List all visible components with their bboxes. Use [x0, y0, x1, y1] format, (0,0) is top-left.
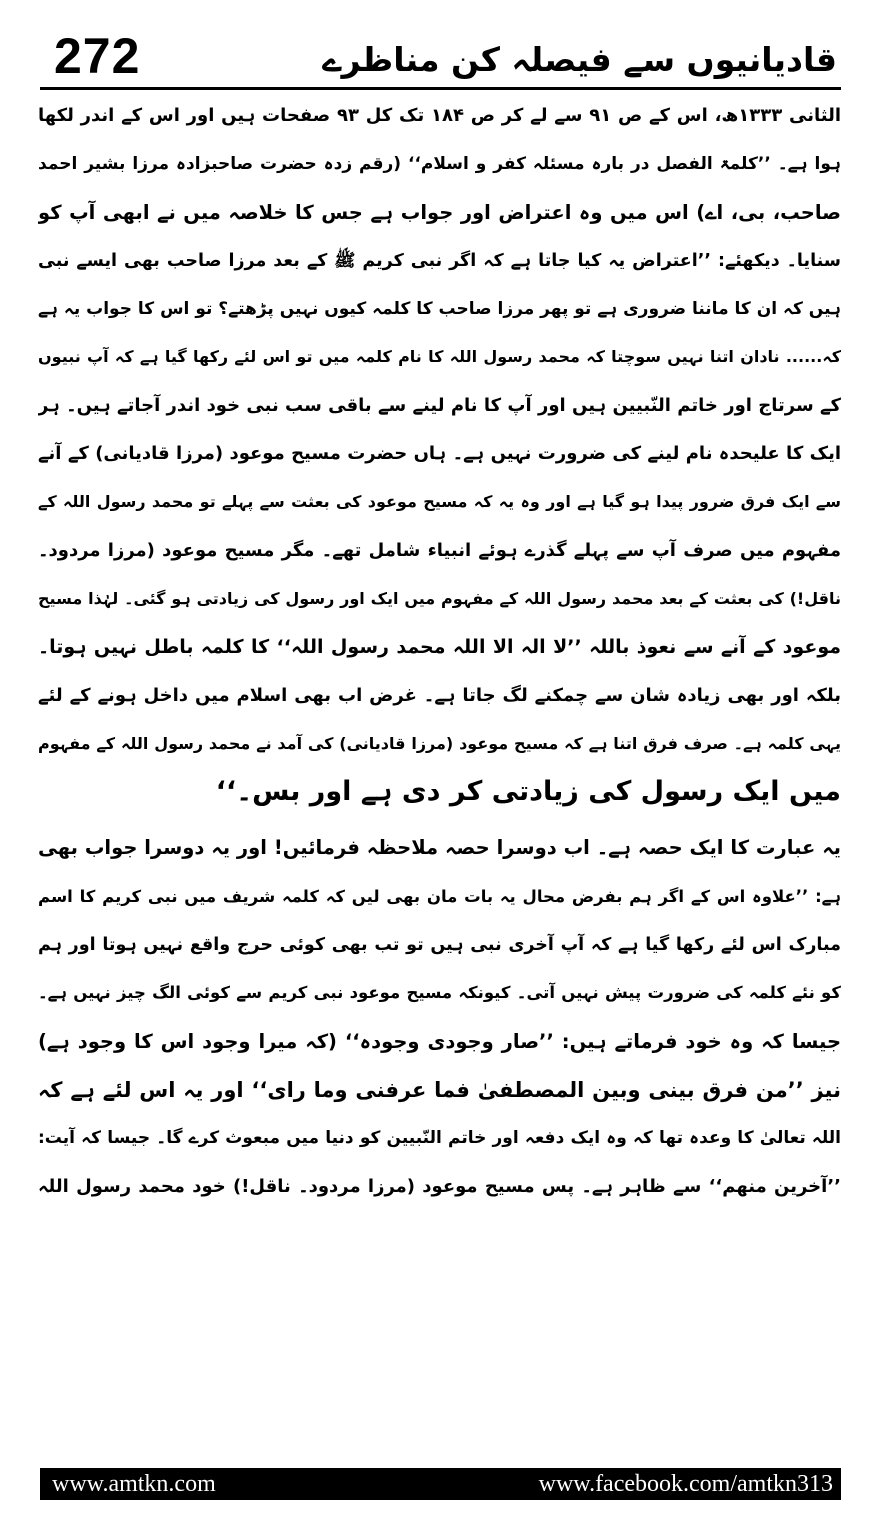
body-text — [38, 92, 841, 1211]
text-line: مفہوم میں صرف آپ سے پہلے گذرے ہوئے انبیاء شامل تھے۔ مگر مسیح موعود (مرزا مردود۔ — [38, 539, 841, 561]
text-line: مبارک اس لئے رکھا گیا ہے کہ آپ آخری نبی ہیں تو تب بھی کوئی حرج واقع نہیں ہوتا اور ہم — [38, 935, 841, 956]
text-line: ناقل!) کی بعثت کے بعد محمد رسول اللہ کے مفہوم میں ایک اور رسول کی زیادتی ہو گئی۔ لہٰذا مسیح — [38, 588, 841, 608]
text-line: کو نئے کلمہ کی ضرورت پیش نہیں آتی۔ کیونکہ مسیح موعود نبی کریم سے کوئی الگ چیز نہیں ہے۔ — [38, 983, 841, 1003]
page-header — [40, 18, 841, 88]
text-line: جیسا کہ وہ خود فرماتے ہیں: ’’صار وجودی وجودہ‘‘ (کہ میرا وجود اس کا وجود ہے) — [38, 1029, 841, 1053]
text-line: ہوا ہے۔ ’’کلمۃ الفصل در بارہ مسئلہ کفر و اسلام‘‘ (رقم زدہ حضرت صاحبزادہ مرزا بشیر احمد — [38, 154, 841, 175]
text-line: نیز ’’من فرق بینی وبین المصطفیٰ فما عرفنی وما رای‘‘ اور یہ اس لئے ہے کہ — [38, 1077, 841, 1102]
page-number: 272 — [54, 28, 141, 84]
text-line: موعود کے آنے سے نعوذ باللہ ’’لا الہ الا اللہ محمد رسول اللہ‘‘ کا کلمہ باطل نہیں ہوتا۔ — [38, 636, 841, 659]
text-line: ہیں کہ ان کا ماننا ضروری ہے تو پھر مرزا صاحب کا کلمہ کیوں نہیں پڑھتے؟ تو اس کا جواب یہ ہے — [38, 299, 841, 320]
website-link[interactable]: www.amtkn.com — [52, 1471, 216, 1497]
text-line: سنایا۔ دیکھئے: ’’اعتراض یہ کیا جاتا ہے کہ اگر نبی کریم ﷺ کے بعد مرزا صاحب بھی ایسے نبی — [38, 250, 841, 271]
text-line: اللہ تعالیٰ کا وعدہ تھا کہ وہ ایک دفعہ اور خاتم النّبیین کو دنیا میں مبعوث کرے گا۔ جیسا کہ آیت: — [38, 1128, 841, 1149]
text-line: ہے: ’’علاوہ اس کے اگر ہم بفرض محال یہ بات مان بھی لیں کہ کلمہ شریف میں نبی کریم کا اسم — [38, 886, 841, 906]
text-line: میں ایک رسول کی زیادتی کر دی ہے اور بس۔‘‘ — [215, 776, 841, 808]
text-line: ’’آخرین منھم‘‘ سے ظاہر ہے۔ پس مسیح موعود (مرزا مردود۔ ناقل!) خود محمد رسول اللہ — [38, 1175, 841, 1197]
text-line: سے ایک فرق ضرور پیدا ہو گیا ہے اور وہ یہ کہ مسیح موعود کی بعثت سے پہلے تو محمد رسول اللہ کے — [38, 492, 841, 512]
header-rule — [40, 87, 841, 90]
facebook-link[interactable]: www.facebook.com/amtkn313 — [538, 1471, 833, 1497]
text-line: ایک کا علیحدہ نام لینے کی ضرورت نہیں ہے۔ ہاں حضرت مسیح موعود (مرزا قادیانی) کے آنے — [38, 443, 841, 465]
footer-bar — [40, 1468, 841, 1500]
text-line: الثانی ۱۳۳۳ھ، اس کے ص ۹۱ سے لے کر ص ۱۸۴ تک کل ۹۳ صفحات ہیں اور اس کے اندر لکھا — [38, 105, 841, 126]
text-line: کہ...... نادان اتنا نہیں سوچتا کہ محمد رسول اللہ کا نام کلمہ میں تو اس لئے رکھا گیا ہے کہ آپ نبیوں — [38, 347, 841, 367]
text-line: یہی کلمہ ہے۔ صرف فرق اتنا ہے کہ مسیح موعود (مرزا قادیانی) کی آمد نے محمد رسول اللہ کے مفہوم — [38, 733, 841, 753]
text-line: یہ عبارت کا ایک حصہ ہے۔ اب دوسرا حصہ ملاحظہ فرمائیں! اور یہ دوسرا جواب بھی — [38, 836, 841, 860]
text-line: کے سرتاج اور خاتم النّبیین ہیں اور آپ کا نام لینے سے باقی سب نبی خود اندر آجاتے ہیں۔ ہر — [38, 394, 841, 416]
text-line: بلکہ اور بھی زیادہ شان سے چمکنے لگ جاتا ہے۔ غرض اب بھی اسلام میں داخل ہونے کے لئے — [38, 684, 841, 706]
running-title: قادیانیوں سے فیصلہ کن مناظرے — [322, 40, 837, 79]
text-line: صاحب، بی، اے) اس میں وہ اعتراض اور جواب ہے جس کا خلاصہ میں نے ابھی آپ کو — [38, 200, 841, 224]
